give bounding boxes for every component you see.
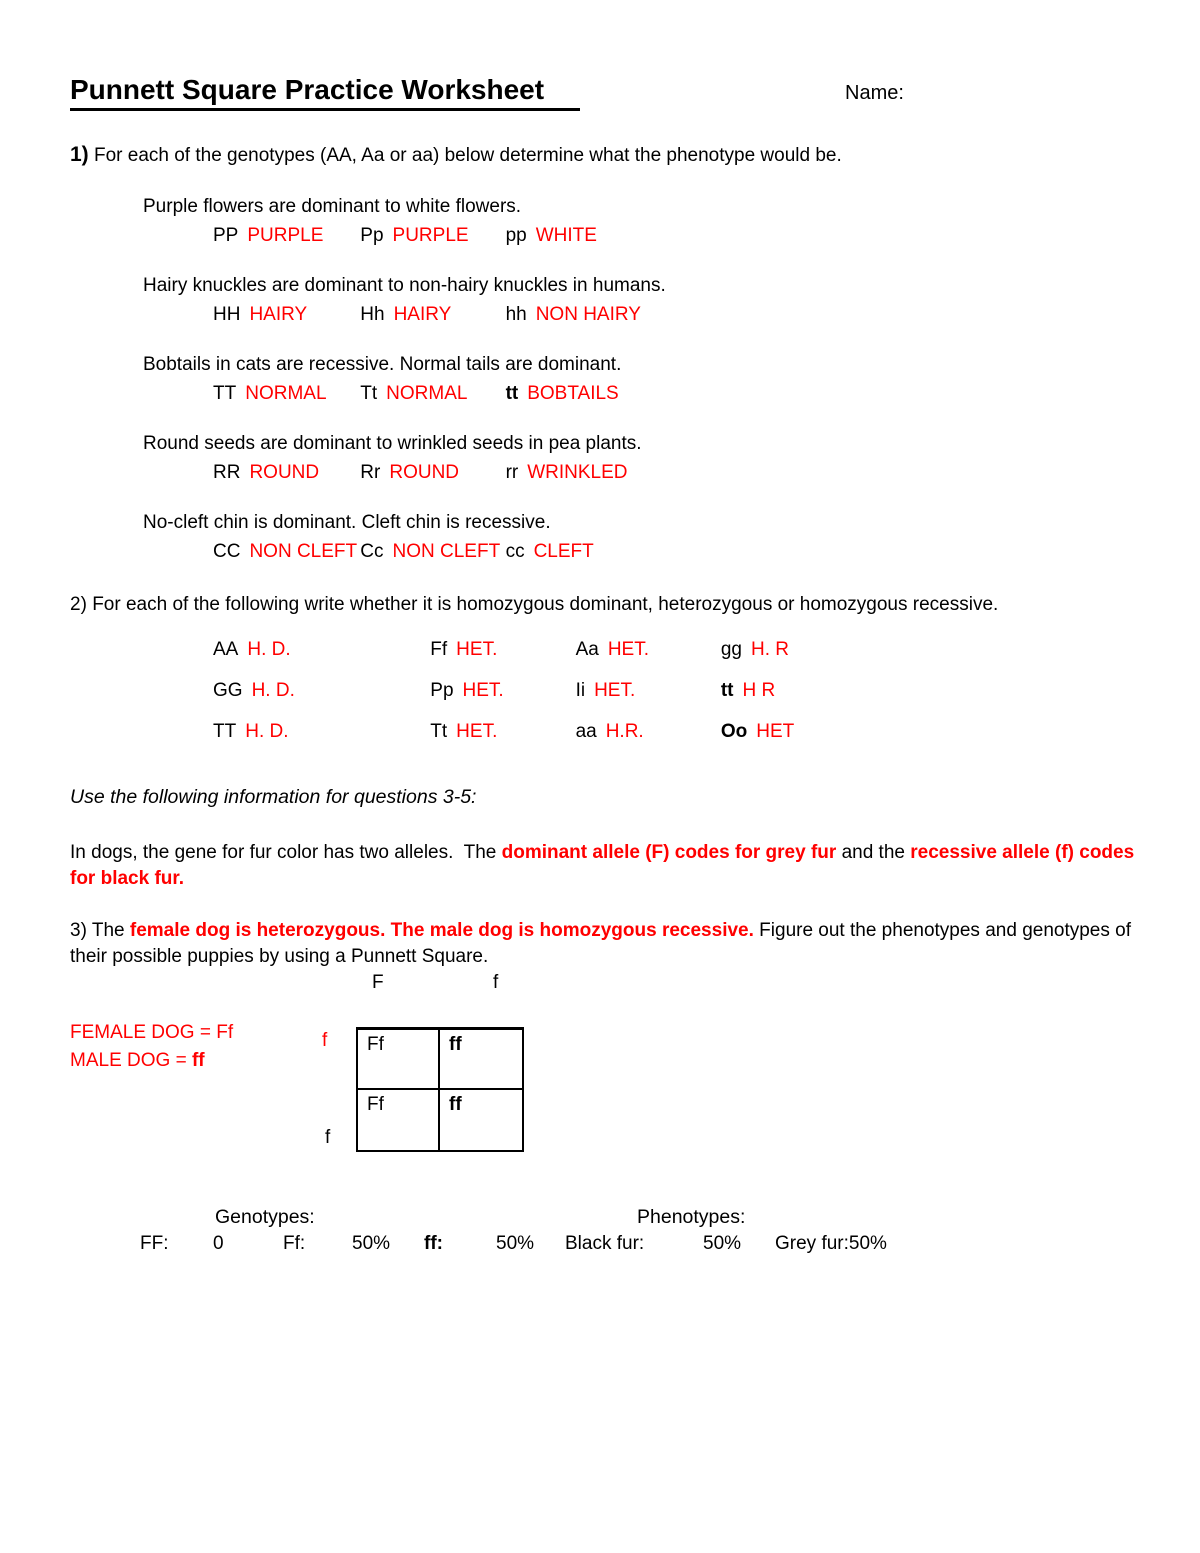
result-value: 50% — [352, 1233, 391, 1254]
question-number: 1) — [70, 143, 89, 166]
phenotype-answer: NON CLEFT — [392, 541, 501, 562]
phenotype-answer: ROUND — [249, 462, 320, 483]
result-label-value: Grey fur:50% — [775, 1233, 887, 1254]
zygosity-answer: H. D. — [247, 639, 291, 660]
phenotype-answer: NORMAL — [386, 383, 468, 404]
result-label: FF: — [140, 1233, 169, 1254]
phenotype-answer: HAIRY — [393, 304, 452, 325]
punnett-cell: Ff — [358, 1030, 440, 1090]
female-dog-text: female dog is heterozygous. — [129, 920, 391, 941]
genotypes-heading: Genotypes: — [215, 1206, 315, 1228]
answer-row — [213, 383, 619, 405]
punnett-square — [356, 1027, 524, 1152]
male-dog-text: The male dog is homozygous recessive. — [390, 920, 754, 941]
genotype-label: RR — [213, 462, 241, 483]
question-number: 2) — [70, 594, 87, 615]
trait-description: Bobtails in cats are recessive. Normal tails are dominant. — [143, 354, 622, 375]
punnett-cell: ff — [449, 1094, 462, 1115]
genotype-label: Pp — [360, 225, 384, 246]
phenotype-answer: WHITE — [535, 225, 597, 246]
answer-row — [213, 304, 641, 326]
genotype-label: cc — [505, 541, 525, 562]
q2-row — [213, 721, 794, 743]
question-1-prompt: 1) For each of the genotypes (AA, Aa or aa) below determine what the phenotype would be. — [70, 143, 842, 166]
phenotype-answer: PURPLE — [392, 225, 469, 246]
zygosity-answer: H R — [742, 680, 776, 701]
genotype-label: AA — [213, 639, 239, 660]
phenotype-answer: CLEFT — [533, 541, 594, 562]
zygosity-answer: H. D. — [245, 721, 289, 742]
q2-row — [213, 639, 789, 661]
page-title: Punnett Square Practice Worksheet — [70, 74, 580, 111]
zygosity-answer: H. D. — [251, 680, 295, 701]
zygosity-answer: HET — [756, 721, 795, 742]
phenotype-answer: WRINKLED — [527, 462, 628, 483]
phenotype-answer: BOBTAILS — [527, 383, 619, 404]
phenotype-answer: HAIRY — [249, 304, 308, 325]
phenotype-answer: PURPLE — [247, 225, 324, 246]
genotype-label: Hh — [360, 304, 385, 325]
genotype-label: Oo — [720, 721, 748, 742]
genotype-label: PP — [213, 225, 239, 246]
genotype-label: hh — [505, 304, 527, 325]
male-dog-genotype-label: MALE DOG = ff — [70, 1050, 205, 1071]
info-note: Use the following information for questions 3-5: — [70, 786, 477, 808]
genotype-label: rr — [505, 462, 519, 483]
zygosity-answer: H.R. — [605, 721, 644, 742]
genotype-label: gg — [720, 639, 742, 660]
trait-description: Hairy knuckles are dominant to non-hairy knuckles in humans. — [143, 275, 666, 296]
phenotype-answer: ROUND — [389, 462, 460, 483]
q2-row — [213, 680, 775, 702]
genotype-label: Tt — [360, 383, 378, 404]
answer-row — [213, 462, 628, 484]
result-label: Ff: — [283, 1233, 306, 1254]
phenotype-answer: NORMAL — [245, 383, 327, 404]
genotype-label: Aa — [575, 639, 599, 660]
genotype-label: Rr — [360, 462, 381, 483]
info-paragraph: In dogs, the gene for fur color has two alleles. The dominant allele (F) codes for grey fur and the recessive allele (f) codes for black fur. — [70, 842, 1140, 889]
genotype-label: Ii — [575, 680, 586, 701]
genotype-label: GG — [213, 680, 243, 701]
genotype-label: Pp — [430, 680, 454, 701]
genotype-label: TT — [213, 721, 237, 742]
question-2-prompt: 2) For each of the following write whether it is homozygous dominant, heterozygous or homozygous recessive. — [70, 594, 999, 615]
result-value: 50% — [703, 1233, 742, 1254]
answer-row — [213, 225, 597, 247]
result-value: 50% — [496, 1233, 535, 1254]
zygosity-answer: H. R — [750, 639, 789, 660]
phenotype-answer: NON HAIRY — [535, 304, 641, 325]
result-value: 0 — [213, 1233, 224, 1254]
zygosity-answer: HET. — [456, 721, 498, 742]
trait-description: Purple flowers are dominant to white flowers. — [143, 196, 522, 217]
zygosity-answer: HET. — [607, 639, 649, 660]
genotype-label: tt — [720, 680, 734, 701]
punnett-cell: ff — [440, 1030, 522, 1090]
female-dog-genotype-label: FEMALE DOG = Ff — [70, 1022, 234, 1043]
result-label: Black fur: — [565, 1233, 645, 1254]
genotype-label: CC — [213, 541, 241, 562]
genotype-label: Cc — [360, 541, 384, 562]
phenotypes-heading: Phenotypes: — [637, 1206, 746, 1228]
punnett-cell: Ff — [358, 1090, 440, 1150]
zygosity-answer: HET. — [594, 680, 636, 701]
punnett-row-header: f — [325, 1127, 331, 1148]
punnett-col-header: f — [493, 972, 499, 993]
name-label: Name: — [845, 82, 904, 104]
zygosity-answer: HET. — [462, 680, 504, 701]
zygosity-answer: HET. — [456, 639, 498, 660]
dominant-allele-text: dominant allele (F) codes for grey fur — [501, 842, 837, 863]
answer-row — [213, 541, 594, 563]
recessive-allele-text: recessive allele (f) codes for black fur. — [70, 842, 1140, 889]
punnett-row-header: f — [322, 1030, 328, 1051]
phenotype-answer: NON CLEFT — [249, 541, 358, 562]
question-number: 3) — [70, 920, 87, 941]
trait-description: Round seeds are dominant to wrinkled seeds in pea plants. — [143, 433, 642, 454]
genotype-label: Ff — [430, 639, 448, 660]
genotype-label: Tt — [430, 721, 448, 742]
trait-description: No-cleft chin is dominant. Cleft chin is recessive. — [143, 512, 551, 533]
genotype-label: tt — [505, 383, 519, 404]
genotype-label: HH — [213, 304, 241, 325]
punnett-col-header: F — [372, 972, 384, 993]
question-3-prompt: 3) The female dog is heterozygous. The male dog is homozygous recessive. Figure out the phenotypes and genotypes of their possible puppies by using a Punnett Square. — [70, 920, 1137, 967]
genotype-label: TT — [213, 383, 237, 404]
genotype-label: pp — [505, 225, 527, 246]
result-label: ff: — [424, 1233, 443, 1254]
genotype-label: aa — [575, 721, 597, 742]
